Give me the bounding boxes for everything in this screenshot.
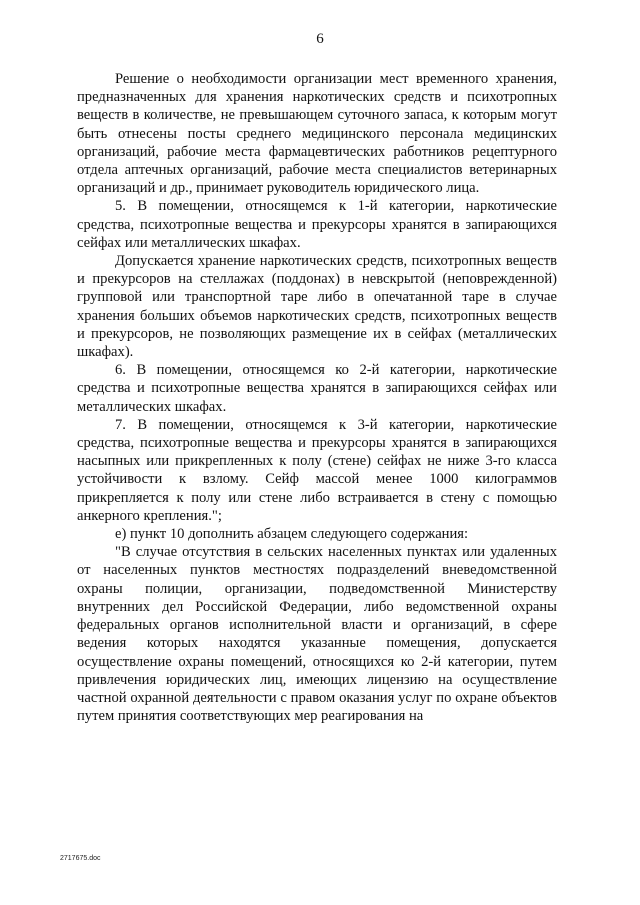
page-number: 6 (316, 31, 324, 47)
paragraph-item-5: 5. В помещении, относящемся к 1-й категории, наркотические средства, психотропные вещества и прекурсоры хранятся в запирающихся сейфах или металлических шкафах. (77, 198, 557, 251)
paragraph-temporary-storage: Решение о необходимости организации мест временного хранения, предназначенных для хранения наркотических средств и психотропных веществ в количестве, не превышающем суточного запаса, к которым могут быть отнесены посты среднего медицинского персонала медицинских организаций, рабочие места фармацевтических работников рецептурного отдела аптечных организаций, рабочие места специалистов ветеринарных организаций и др., принимает руководитель юридического лица. (77, 71, 557, 197)
document-file-code: 2717675.doc (60, 855, 101, 862)
paragraph-security-provision: "В случае отсутствия в сельских населенных пунктах или удаленных от населенных пунктов местностях подразделений вневедомственной охраны полиции, организации, подведомственной Министерству внутренних дел Российской Федерации, либо ведомственной охраны федеральных органов исполнительной власти и организаций, в сфере ведения которых находятся указанные помещения, допускается осуществление охраны помещений, относящихся ко 2-й категории, путем привлечения юридических лиц, имеющих лицензию на осуществление частной охранной деятельности с правом оказания услуг по охране объектов путем принятия соответствующих мер реагирования на (77, 544, 557, 725)
paragraph-item-6: 6. В помещении, относящемся ко 2-й категории, наркотические средства и психотропные вещества хранятся в запирающихся сейфах или металлических шкафах. (77, 362, 557, 415)
paragraph-storage-allowed: Допускается хранение наркотических средств, психотропных веществ и прекурсоров на стеллажах (поддонах) в невскрытой (неповрежденной) групповой или транспортной таре либо в опечатанной таре в случае хранения больших объемов наркотических средств, психотропных веществ и прекурсоров, не позволяющих размещение их в сейфах (металлических шкафах). (77, 253, 557, 361)
paragraph-amendment-point-10: е) пункт 10 дополнить абзацем следующего содержания: (115, 526, 469, 543)
document-body (77, 70, 557, 725)
paragraph-item-7: 7. В помещении, относящемся к 3-й категории, наркотические средства, психотропные вещества и прекурсоры хранятся в запирающихся насыпных или прикрепленных к полу (стене) сейфах не ниже 3-го класса устойчивости к взлому. Сейф массой менее 1000 килограммов прикрепляется к полу или стене либо встраивается в стену с помощью анкерного крепления."; (77, 416, 557, 524)
